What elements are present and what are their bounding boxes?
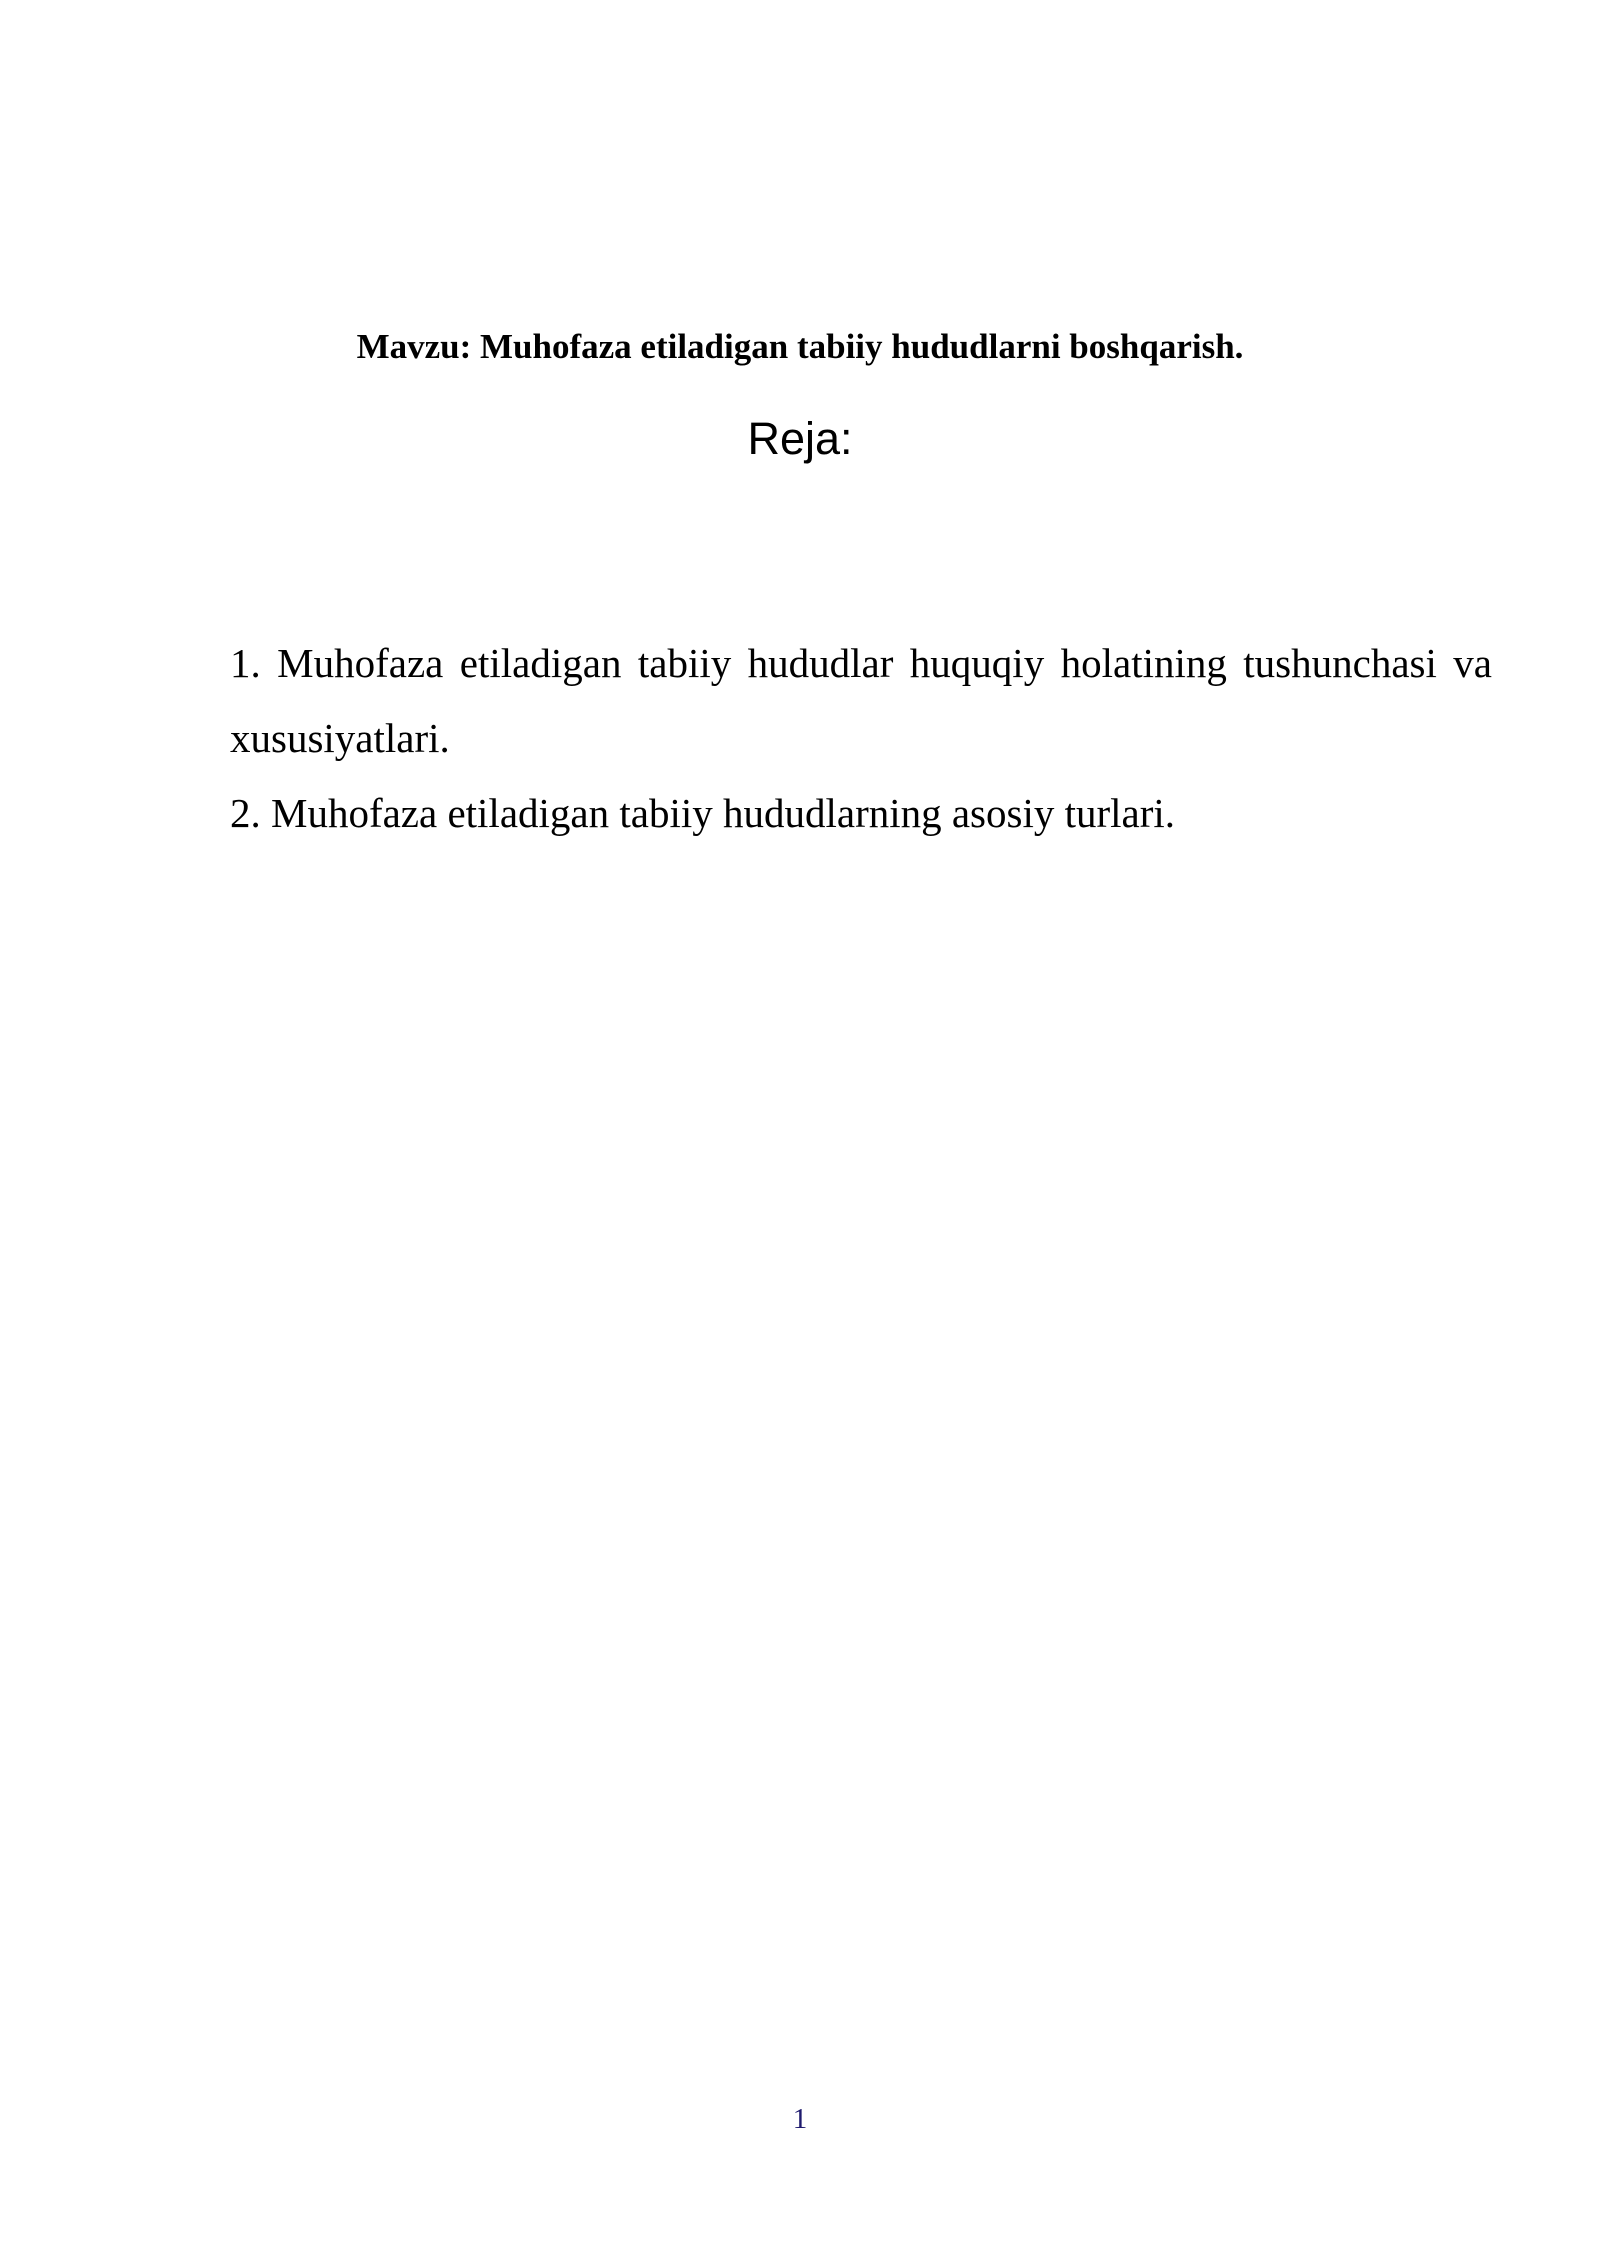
plan-item: 2. Muhofaza etiladigan tabiiy hududlarning asosiy turlari.	[230, 790, 1176, 836]
page-number: 1	[792, 2103, 808, 2135]
plan-item: 1. Muhofaza etiladigan tabiiy hududlar huquqiy holatining tushunchasi va xususiyatlari.	[230, 640, 1492, 761]
plan-heading: Reja:	[747, 413, 853, 464]
plan-list	[230, 626, 1492, 851]
document-title: Mavzu: Muhofaza etiladigan tabiiy hududlarni boshqarish.	[356, 327, 1244, 366]
